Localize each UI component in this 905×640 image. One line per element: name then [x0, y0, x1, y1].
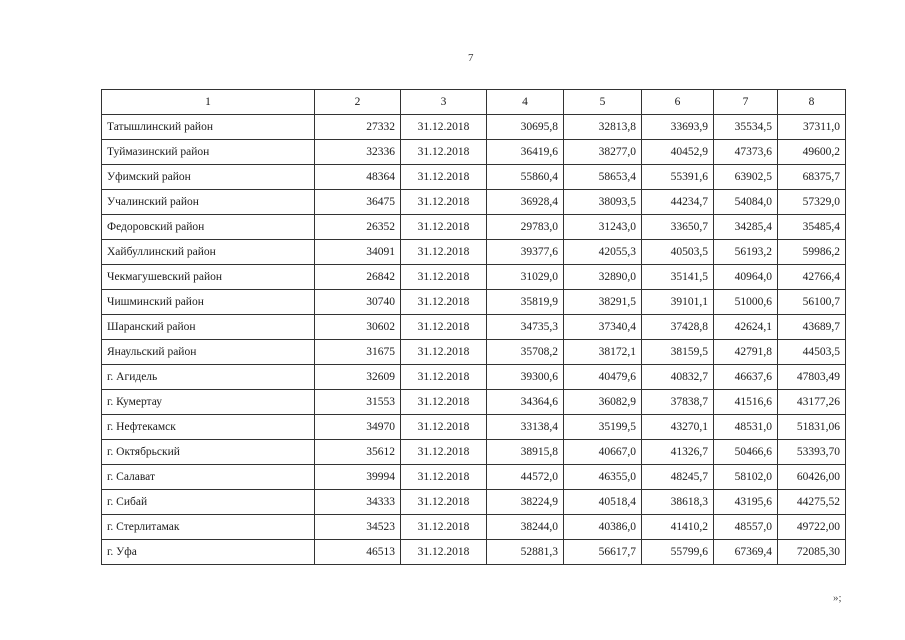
value-cell: 36082,9: [564, 390, 642, 415]
territory-name-cell: г. Октябрьский: [102, 440, 315, 465]
value-cell: 33650,7: [642, 215, 714, 240]
value-cell: 43177,26: [778, 390, 846, 415]
value-cell: 38291,5: [564, 290, 642, 315]
value-cell: 51831,06: [778, 415, 846, 440]
territory-name-cell: Уфимский район: [102, 165, 315, 190]
table-row: [102, 290, 846, 315]
date-cell: 31.12.2018: [401, 365, 487, 390]
territory-name-cell: Туймазинский район: [102, 140, 315, 165]
table-row: [102, 415, 846, 440]
date-cell: 31.12.2018: [401, 190, 487, 215]
value-cell: 43689,7: [778, 315, 846, 340]
column-header: 7: [714, 90, 778, 115]
value-cell: 35612: [315, 440, 401, 465]
value-cell: 55860,4: [487, 165, 564, 190]
value-cell: 41410,2: [642, 515, 714, 540]
table-row: [102, 465, 846, 490]
value-cell: 38159,5: [642, 340, 714, 365]
value-cell: 33693,9: [642, 115, 714, 140]
value-cell: 34285,4: [714, 215, 778, 240]
value-cell: 43195,6: [714, 490, 778, 515]
value-cell: 56100,7: [778, 290, 846, 315]
value-cell: 47373,6: [714, 140, 778, 165]
value-cell: 34091: [315, 240, 401, 265]
value-cell: 31553: [315, 390, 401, 415]
territory-name-cell: Федоровский район: [102, 215, 315, 240]
value-cell: 35199,5: [564, 415, 642, 440]
date-cell: 31.12.2018: [401, 290, 487, 315]
value-cell: 37838,7: [642, 390, 714, 415]
value-cell: 34735,3: [487, 315, 564, 340]
value-cell: 50466,6: [714, 440, 778, 465]
value-cell: 34970: [315, 415, 401, 440]
value-cell: 33138,4: [487, 415, 564, 440]
value-cell: 44503,5: [778, 340, 846, 365]
table-row: [102, 540, 846, 565]
territory-name-cell: г. Нефтекамск: [102, 415, 315, 440]
date-cell: 31.12.2018: [401, 165, 487, 190]
value-cell: 46637,6: [714, 365, 778, 390]
value-cell: 30695,8: [487, 115, 564, 140]
date-cell: 31.12.2018: [401, 465, 487, 490]
value-cell: 32813,8: [564, 115, 642, 140]
date-cell: 31.12.2018: [401, 490, 487, 515]
date-cell: 31.12.2018: [401, 315, 487, 340]
value-cell: 67369,4: [714, 540, 778, 565]
value-cell: 31675: [315, 340, 401, 365]
value-cell: 30602: [315, 315, 401, 340]
value-cell: 34364,6: [487, 390, 564, 415]
table-row: [102, 440, 846, 465]
territory-name-cell: г. Кумертау: [102, 390, 315, 415]
territory-name-cell: Татышлинский район: [102, 115, 315, 140]
value-cell: 40832,7: [642, 365, 714, 390]
value-cell: 32609: [315, 365, 401, 390]
value-cell: 36475: [315, 190, 401, 215]
value-cell: 40964,0: [714, 265, 778, 290]
table-row: [102, 115, 846, 140]
value-cell: 40667,0: [564, 440, 642, 465]
territory-name-cell: Чишминский район: [102, 290, 315, 315]
value-cell: 38224,9: [487, 490, 564, 515]
territory-name-cell: г. Сибай: [102, 490, 315, 515]
territory-name-cell: Янаульский район: [102, 340, 315, 365]
value-cell: 42055,3: [564, 240, 642, 265]
value-cell: 46513: [315, 540, 401, 565]
date-cell: 31.12.2018: [401, 215, 487, 240]
column-header: 4: [487, 90, 564, 115]
value-cell: 49600,2: [778, 140, 846, 165]
value-cell: 58102,0: [714, 465, 778, 490]
value-cell: 34523: [315, 515, 401, 540]
table-row: [102, 215, 846, 240]
value-cell: 44275,52: [778, 490, 846, 515]
value-cell: 55391,6: [642, 165, 714, 190]
value-cell: 48245,7: [642, 465, 714, 490]
value-cell: 36928,4: [487, 190, 564, 215]
territory-name-cell: г. Агидель: [102, 365, 315, 390]
value-cell: 42766,4: [778, 265, 846, 290]
value-cell: 31029,0: [487, 265, 564, 290]
territory-name-cell: г. Стерлитамак: [102, 515, 315, 540]
date-cell: 31.12.2018: [401, 265, 487, 290]
value-cell: 42791,8: [714, 340, 778, 365]
value-cell: 44572,0: [487, 465, 564, 490]
territory-name-cell: г. Уфа: [102, 540, 315, 565]
table-row: [102, 140, 846, 165]
value-cell: 29783,0: [487, 215, 564, 240]
value-cell: 35485,4: [778, 215, 846, 240]
value-cell: 39994: [315, 465, 401, 490]
column-header: 5: [564, 90, 642, 115]
table-row: [102, 340, 846, 365]
table-row: [102, 240, 846, 265]
value-cell: 38277,0: [564, 140, 642, 165]
value-cell: 37311,0: [778, 115, 846, 140]
value-cell: 48531,0: [714, 415, 778, 440]
table-row: [102, 490, 846, 515]
value-cell: 41326,7: [642, 440, 714, 465]
value-cell: 46355,0: [564, 465, 642, 490]
value-cell: 38915,8: [487, 440, 564, 465]
value-cell: 54084,0: [714, 190, 778, 215]
date-cell: 31.12.2018: [401, 390, 487, 415]
date-cell: 31.12.2018: [401, 515, 487, 540]
value-cell: 49722,00: [778, 515, 846, 540]
territory-name-cell: г. Салават: [102, 465, 315, 490]
date-cell: 31.12.2018: [401, 115, 487, 140]
table-row: [102, 265, 846, 290]
column-header: 1: [102, 90, 315, 115]
value-cell: 32890,0: [564, 265, 642, 290]
territory-name-cell: Хайбуллинский район: [102, 240, 315, 265]
table-row: [102, 390, 846, 415]
value-cell: 37428,8: [642, 315, 714, 340]
date-cell: 31.12.2018: [401, 415, 487, 440]
value-cell: 34333: [315, 490, 401, 515]
value-cell: 35141,5: [642, 265, 714, 290]
table-body: [102, 115, 846, 565]
value-cell: 43270,1: [642, 415, 714, 440]
value-cell: 59986,2: [778, 240, 846, 265]
value-cell: 39300,6: [487, 365, 564, 390]
value-cell: 38618,3: [642, 490, 714, 515]
value-cell: 39101,1: [642, 290, 714, 315]
value-cell: 32336: [315, 140, 401, 165]
territory-name-cell: Учалинский район: [102, 190, 315, 215]
value-cell: 51000,6: [714, 290, 778, 315]
column-header: 6: [642, 90, 714, 115]
value-cell: 58653,4: [564, 165, 642, 190]
value-cell: 72085,30: [778, 540, 846, 565]
value-cell: 26842: [315, 265, 401, 290]
value-cell: 44234,7: [642, 190, 714, 215]
column-header: 3: [401, 90, 487, 115]
data-table: [101, 89, 846, 565]
value-cell: 57329,0: [778, 190, 846, 215]
table-row: [102, 315, 846, 340]
value-cell: 53393,70: [778, 440, 846, 465]
date-cell: 31.12.2018: [401, 540, 487, 565]
value-cell: 48364: [315, 165, 401, 190]
territory-name-cell: Шаранский район: [102, 315, 315, 340]
value-cell: 35534,5: [714, 115, 778, 140]
value-cell: 30740: [315, 290, 401, 315]
table-row: [102, 365, 846, 390]
value-cell: 63902,5: [714, 165, 778, 190]
value-cell: 26352: [315, 215, 401, 240]
table-row: [102, 515, 846, 540]
value-cell: 38172,1: [564, 340, 642, 365]
date-cell: 31.12.2018: [401, 340, 487, 365]
column-header: 2: [315, 90, 401, 115]
value-cell: 52881,3: [487, 540, 564, 565]
value-cell: 35819,9: [487, 290, 564, 315]
date-cell: 31.12.2018: [401, 440, 487, 465]
value-cell: 40386,0: [564, 515, 642, 540]
territory-name-cell: Чекмагушевский район: [102, 265, 315, 290]
value-cell: 56193,2: [714, 240, 778, 265]
value-cell: 42624,1: [714, 315, 778, 340]
value-cell: 40518,4: [564, 490, 642, 515]
table-header-row: [102, 90, 846, 115]
table-row: [102, 190, 846, 215]
value-cell: 40452,9: [642, 140, 714, 165]
value-cell: 27332: [315, 115, 401, 140]
value-cell: 40503,5: [642, 240, 714, 265]
value-cell: 37340,4: [564, 315, 642, 340]
column-header: 8: [778, 90, 846, 115]
value-cell: 40479,6: [564, 365, 642, 390]
value-cell: 38093,5: [564, 190, 642, 215]
corner-mark: »;: [833, 592, 842, 604]
value-cell: 41516,6: [714, 390, 778, 415]
value-cell: 31243,0: [564, 215, 642, 240]
date-cell: 31.12.2018: [401, 140, 487, 165]
value-cell: 68375,7: [778, 165, 846, 190]
table-row: [102, 165, 846, 190]
value-cell: 60426,00: [778, 465, 846, 490]
value-cell: 35708,2: [487, 340, 564, 365]
value-cell: 47803,49: [778, 365, 846, 390]
value-cell: 36419,6: [487, 140, 564, 165]
value-cell: 38244,0: [487, 515, 564, 540]
value-cell: 39377,6: [487, 240, 564, 265]
value-cell: 56617,7: [564, 540, 642, 565]
date-cell: 31.12.2018: [401, 240, 487, 265]
page-number: 7: [468, 52, 474, 64]
value-cell: 48557,0: [714, 515, 778, 540]
value-cell: 55799,6: [642, 540, 714, 565]
